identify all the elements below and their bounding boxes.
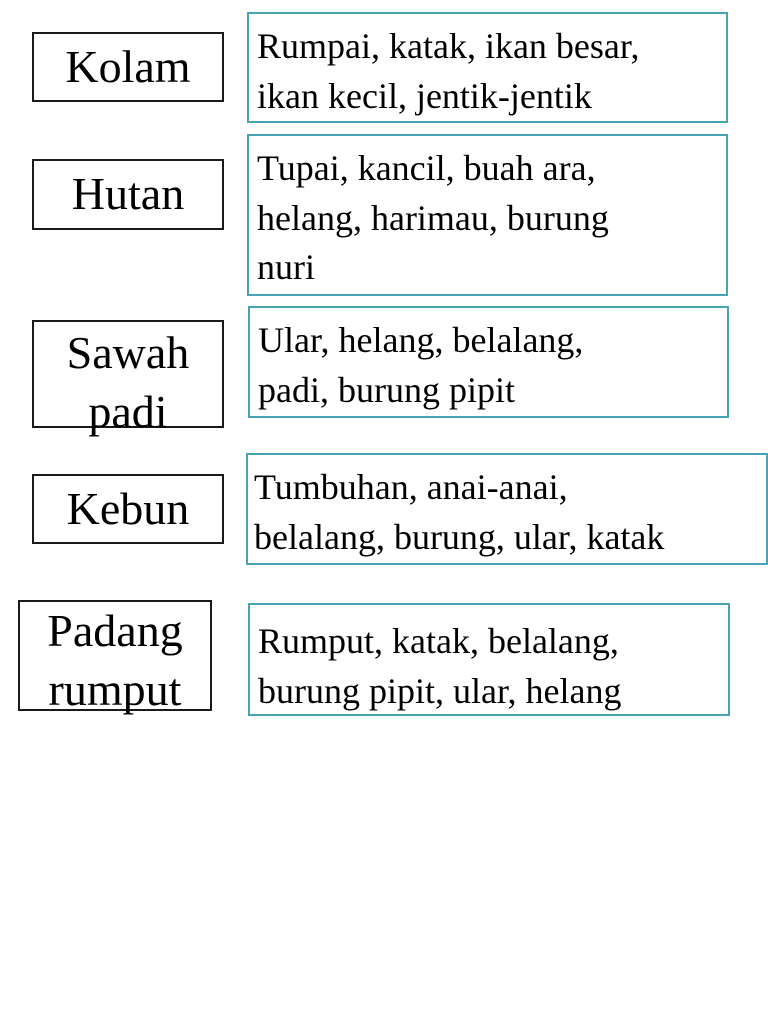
habitat-box-kebun — [32, 474, 224, 544]
habitat-label: Kolam — [65, 40, 191, 92]
habitat-box-padang-rumput — [18, 600, 212, 715]
habitat-box-sawah-padi — [32, 320, 224, 437]
organisms-box-padang-rumput: Rumput, katak, belalang, burung pipit, ular, helang — [248, 603, 730, 716]
habitat-label: Hutan — [71, 168, 185, 220]
organisms-box-kolam: Rumpai, katak, ikan besar, ikan kecil, jentik-jentik — [247, 12, 728, 123]
habitat-label: Kebun — [66, 482, 190, 534]
habitat-label: Padang rumput — [47, 605, 183, 715]
habitat-label: Sawah padi — [66, 327, 190, 437]
organisms-box-sawah-padi: Ular, helang, belalang, padi, burung pipit — [248, 306, 729, 418]
organisms-box-hutan: Tupai, kancil, buah ara, helang, harimau, burung nuri — [247, 134, 728, 296]
habitat-box-kolam — [32, 32, 224, 102]
organisms-box-kebun: Tumbuhan, anai-anai, belalang, burung, ular, katak — [246, 453, 768, 565]
habitat-box-hutan — [32, 159, 224, 230]
